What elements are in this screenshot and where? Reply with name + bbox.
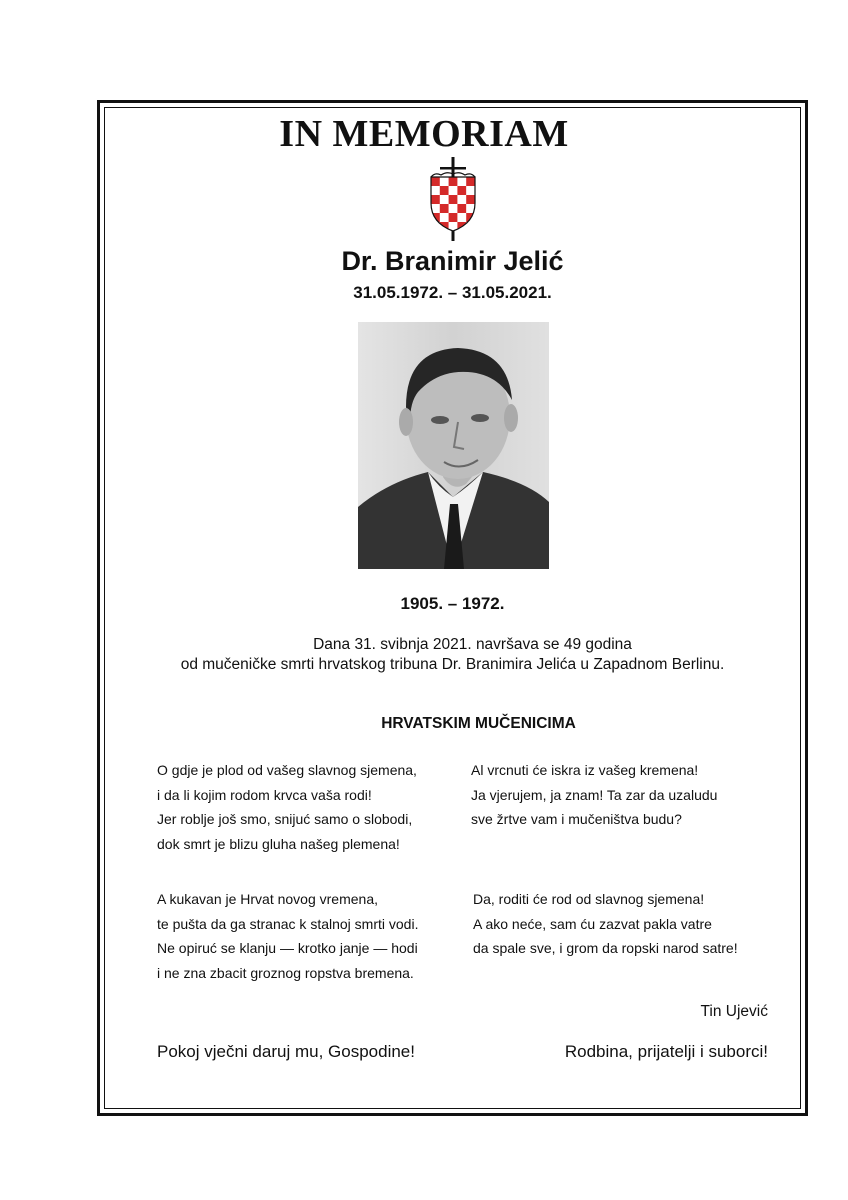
croatian-coat-of-arms-cross-icon	[427, 157, 479, 241]
crest-square	[440, 213, 449, 222]
intro-text	[0, 635, 848, 675]
crest-square	[457, 177, 466, 186]
poem-line: A ako neće, sam ću zazvat pakla vatre	[473, 915, 712, 932]
crest-square	[431, 186, 440, 195]
poem-line: sve žrtve vam i mučeništva budu?	[471, 811, 682, 827]
crest-square	[457, 186, 466, 195]
intro-line-1: Dana 31. svibnja 2021. navršava se 49 godina	[313, 636, 632, 653]
poem-line: dok smrt je blizu gluha našeg plemena!	[157, 835, 400, 852]
crest-square	[431, 222, 440, 231]
poem-line: da spale sve, i grom da ropski narod satre!	[473, 940, 738, 956]
crest-square	[431, 195, 440, 204]
poem-line: te pušta da ga stranac k stalnoj smrti vodi.	[157, 915, 419, 932]
crest-square	[466, 195, 475, 204]
crest-square	[457, 213, 466, 222]
poem-line: Da, roditi će rod od slavnog sjemena!	[473, 891, 705, 907]
crest-square	[457, 204, 466, 213]
crest-square	[449, 177, 458, 186]
crest-square	[449, 213, 458, 222]
poem-stanza-2	[471, 758, 717, 832]
crest-square	[449, 195, 458, 204]
poem-line: Ne opiruć se klanju — krotko janje — hodi	[157, 940, 418, 956]
life-years: 1905. – 1972.	[400, 594, 505, 613]
intro-line-2: od mučeničke smrti hrvatskog tribuna Dr. Branimira Jelića u Zapadnom Berlinu.	[180, 656, 725, 673]
closing-signature: Rodbina, prijatelji i suborci!	[564, 1042, 768, 1061]
crest-square	[431, 177, 440, 186]
poem-line: i da li kojim rodom krvca vaša rodi!	[157, 786, 372, 803]
crest-square	[440, 204, 449, 213]
crest-square	[449, 186, 458, 195]
crest-square	[466, 177, 475, 186]
crest-square	[440, 195, 449, 204]
poem-line: i ne zna zbacit groznog ropstva bremena.	[157, 964, 414, 981]
poem-stanza-1	[157, 758, 417, 856]
crest-square	[466, 186, 475, 195]
closing-prayer: Pokoj vječni daruj mu, Gospodine!	[157, 1042, 415, 1061]
anniversary-dates: 31.05.1972. – 31.05.2021.	[353, 283, 552, 302]
crest-square	[440, 186, 449, 195]
poem-title: HRVATSKIM MUČENICIMA	[381, 715, 576, 732]
poem-line: Jer roblje još smo, snijuć samo o slobodi,	[157, 811, 413, 827]
crest-square	[440, 177, 449, 186]
person-name: Dr. Branimir Jelić	[341, 246, 564, 276]
poem-stanza-3	[157, 887, 418, 985]
poem-line: Ja vjerujem, ja znam! Ta zar da uzaludu	[471, 786, 718, 803]
portrait-illustration	[358, 322, 549, 569]
crest-square	[449, 204, 458, 213]
crest-square	[457, 195, 466, 204]
page-title: IN MEMORIAM	[279, 113, 569, 155]
poem-line: O gdje je plod od vašeg slavnog sjemena,	[157, 762, 417, 778]
poem-author: Tin Ujević	[700, 1003, 768, 1020]
poem-line: A kukavan je Hrvat novog vremena,	[157, 891, 379, 907]
poem-line: Al vrcnuti će iskra iz vašeg kremena!	[471, 762, 699, 778]
crest-square	[466, 222, 475, 231]
poem-stanza-4	[473, 887, 738, 961]
portrait-photo	[358, 322, 549, 569]
